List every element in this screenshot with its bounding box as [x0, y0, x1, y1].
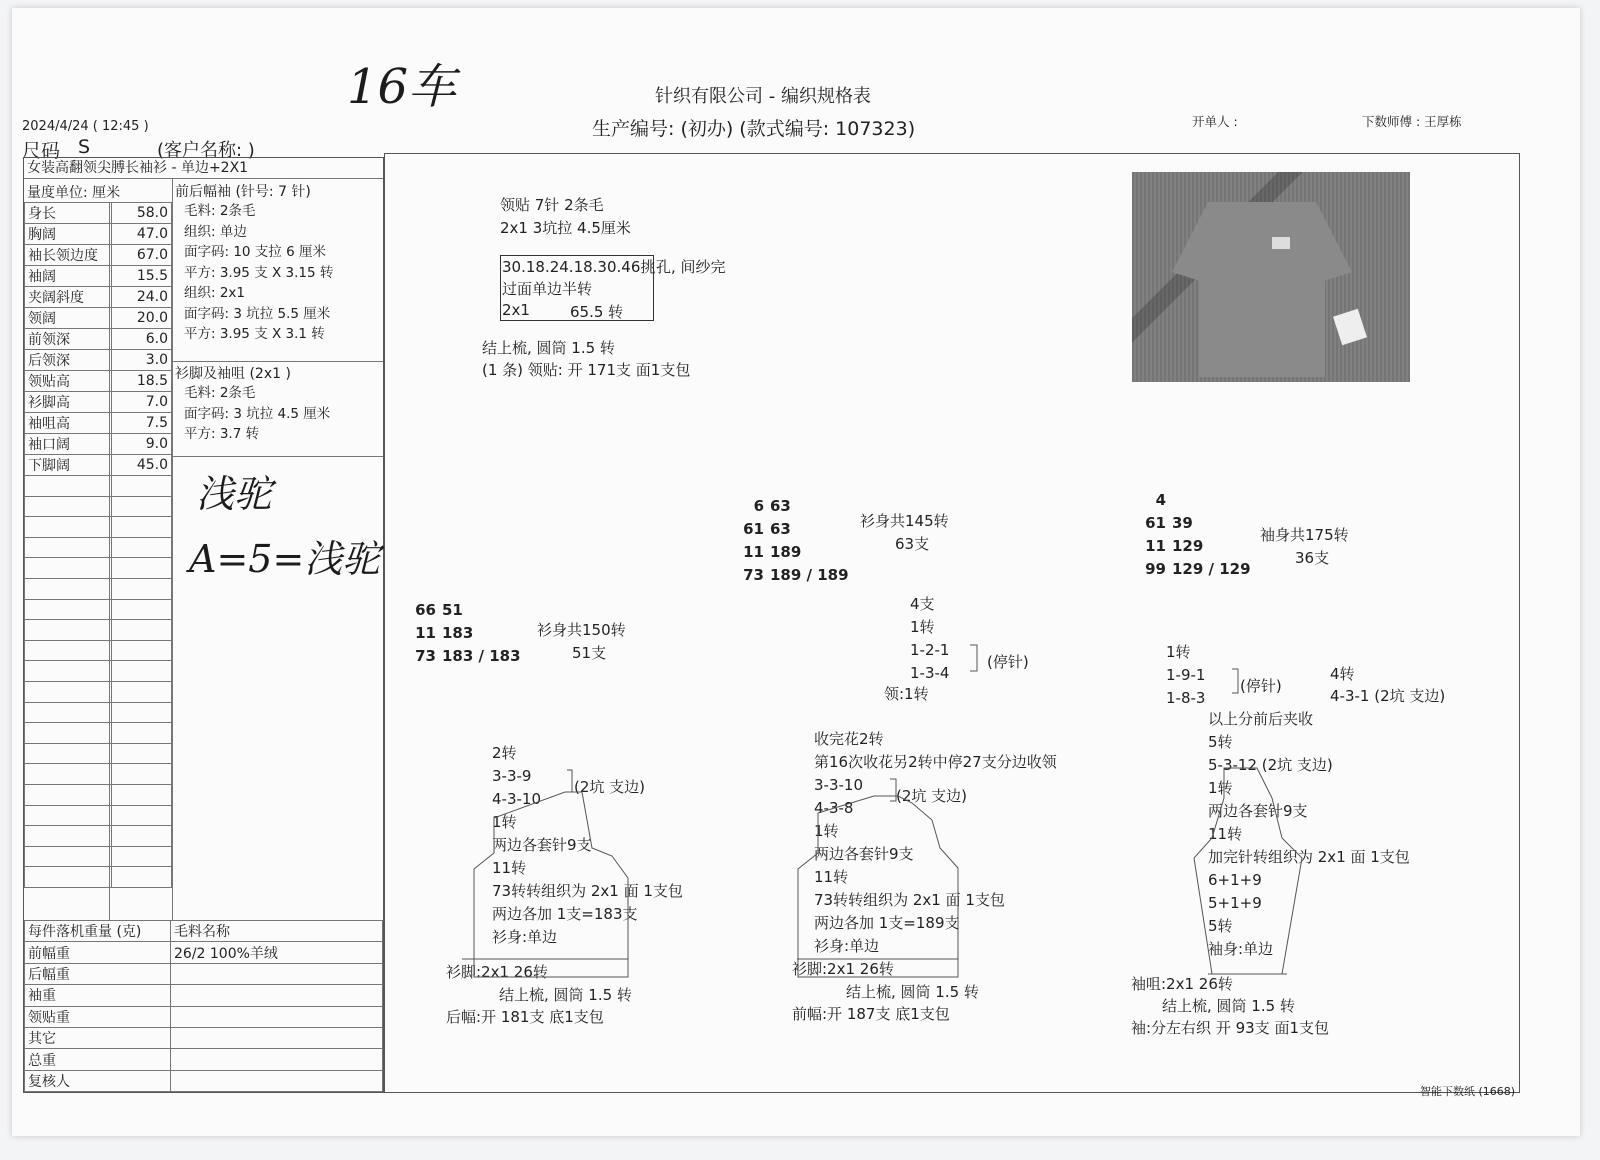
- measurement-row: [25, 350, 172, 371]
- needles-value: 63: [770, 520, 791, 538]
- material-cell: [171, 985, 383, 1006]
- customer-name: (客户名称: ): [157, 140, 255, 161]
- size-value: S: [78, 136, 91, 158]
- sleeve-line: 袖身:单边: [1208, 940, 1274, 958]
- back-line: 1转: [492, 813, 517, 831]
- turns-value: 4: [1155, 491, 1166, 509]
- material-cell: 26/2 100%羊绒: [171, 942, 383, 963]
- front-neck-shaping: [910, 593, 949, 685]
- front-total-needles: 63支: [895, 535, 930, 553]
- material-col-header: 毛料名称: [171, 921, 383, 942]
- measurement-value: 67.0: [112, 245, 172, 266]
- spec-line: 组织: 2x1: [184, 285, 246, 301]
- print-datetime: 2024/4/24 ( 12:45 ): [22, 119, 149, 134]
- blank-row: [25, 702, 172, 723]
- sleeve-line: 1转: [1208, 779, 1233, 797]
- measurement-row: [25, 329, 172, 350]
- blank-cell: [25, 476, 112, 497]
- blank-row: [25, 496, 172, 517]
- material-cell: [171, 1006, 383, 1027]
- spec-line: 毛料: 2条毛: [184, 203, 256, 219]
- blank-cell: [25, 537, 112, 558]
- back-line: 4-3-10: [492, 790, 541, 808]
- neck-line: 1-3-4: [910, 664, 950, 682]
- blank-cell: [25, 599, 112, 620]
- needles-value: 189: [770, 543, 802, 561]
- collar-summary: (1 条) 领贴: 开 171支 面1支包: [482, 361, 691, 379]
- blank-cell: [112, 723, 172, 744]
- weight-label: 其它: [25, 1027, 171, 1048]
- weight-label: 后幅重: [25, 963, 171, 984]
- measurement-label: 前领深: [25, 329, 112, 350]
- blank-row: [25, 784, 172, 805]
- sleeve-summary: 袖:分左右织 开 93支 面1支包: [1131, 1019, 1329, 1037]
- sleeve-number-row: [1134, 558, 1251, 581]
- blank-cell: [25, 620, 112, 641]
- collar-rib: 2x1 3坑拉 4.5厘米: [500, 219, 631, 237]
- blank-row: [25, 764, 172, 785]
- sleeve-line: 6+1+9: [1208, 871, 1262, 889]
- back-number-row: [404, 645, 521, 668]
- front-number-block: [732, 495, 849, 587]
- blank-cell: [25, 517, 112, 538]
- weight-label: 前幅重: [25, 942, 171, 963]
- weight-col-header: 每件落机重量 (克): [25, 921, 171, 942]
- spec-line: 平方: 3.95 支 X 3.1 转: [184, 326, 325, 342]
- measurement-row: [25, 371, 172, 392]
- front-line: 1转: [814, 822, 839, 840]
- blank-row: [25, 558, 172, 579]
- measurement-value: 20.0: [112, 308, 172, 329]
- front-summary: 前幅:开 187支 底1支包: [792, 1005, 950, 1023]
- blank-cell: [25, 496, 112, 517]
- blank-cell: [112, 826, 172, 847]
- blank-row: [25, 867, 172, 888]
- front-line: 3-3-10: [814, 776, 863, 794]
- front-number-row: [732, 541, 849, 564]
- sleeve-number-block: [1134, 489, 1251, 581]
- cap-line: 1转: [1166, 643, 1191, 661]
- weight-label: 袖重: [25, 985, 171, 1006]
- blank-cell: [25, 558, 112, 579]
- front-neck-turns: 领:1转: [884, 685, 929, 703]
- sleeve-line: 两边各套针9支: [1208, 802, 1308, 820]
- measurement-label: 领贴高: [25, 371, 112, 392]
- garment-photo: [1132, 172, 1410, 382]
- weight-row: [25, 942, 383, 963]
- back-total-turns: 衫身共150转: [537, 621, 626, 639]
- needles-value: 63: [770, 497, 791, 515]
- cap-line: 1-9-1: [1166, 666, 1206, 684]
- front-number-row: [732, 495, 849, 518]
- measurement-table: [24, 202, 172, 888]
- blank-cell: [112, 517, 172, 538]
- spec-line: 面字码: 3 坑拉 4.5 厘米: [184, 405, 331, 422]
- back-panel-instructions: [492, 742, 683, 949]
- back-line: 2转: [492, 744, 517, 762]
- back-finish: 结上梳, 圆筒 1.5 转: [499, 986, 632, 1004]
- turns-value: 66: [415, 601, 436, 619]
- turns-value: 11: [743, 543, 764, 561]
- sleeve-cap-shaping: [1166, 641, 1205, 710]
- weight-label: 领贴重: [25, 1006, 171, 1027]
- blank-cell: [112, 743, 172, 764]
- body-spec-lines: [184, 201, 333, 345]
- company-title: 针织有限公司 - 编织规格表: [655, 86, 871, 107]
- blank-cell: [25, 743, 112, 764]
- sleeve-line: 以上分前后夹收: [1208, 710, 1314, 728]
- front-line: 4-3-8: [814, 799, 854, 817]
- measurement-label: 衫脚高: [25, 392, 112, 413]
- sleeve-cuff: 袖咀:2x1 26转: [1131, 975, 1233, 993]
- blank-cell: [112, 805, 172, 826]
- blank-row: [25, 620, 172, 641]
- sleeve-number-row: [1134, 535, 1251, 558]
- sleeve-line: 5-3-12 (2坑 支边): [1208, 756, 1333, 774]
- front-line: 两边各加 1支=189支: [814, 914, 960, 932]
- blank-row: [25, 723, 172, 744]
- blank-cell: [112, 681, 172, 702]
- measurement-label: 胸阔: [25, 224, 112, 245]
- blank-row: [25, 640, 172, 661]
- measurement-row: [25, 413, 172, 434]
- spec-line: 面字码: 3 坑拉 5.5 厘米: [184, 305, 331, 322]
- measurement-label: 身长: [25, 203, 112, 224]
- front-edge-note: (2坑 支边): [896, 787, 968, 805]
- blank-cell: [25, 578, 112, 599]
- blank-cell: [25, 764, 112, 785]
- back-hem: 衫脚:2x1 26转: [446, 963, 548, 981]
- spec-line: 平方: 3.95 支 X 3.15 转: [184, 264, 334, 281]
- measurement-value: 24.0: [112, 287, 172, 308]
- back-summary: 后幅:开 181支 底1支包: [446, 1008, 604, 1026]
- blank-row: [25, 537, 172, 558]
- collar-half-turn: 过面单边半转: [502, 280, 593, 298]
- back-line: 73转转组织为 2x1 面 1支包: [492, 882, 683, 900]
- needles-value: 129: [1172, 537, 1204, 555]
- measurement-row: [25, 224, 172, 245]
- blank-cell: [25, 784, 112, 805]
- measurement-row: [25, 308, 172, 329]
- front-neck-stop: (停针): [987, 653, 1029, 671]
- front-line: 11转: [814, 868, 849, 886]
- turns-value: 11: [1145, 537, 1166, 555]
- turns-value: 61: [743, 520, 764, 538]
- master-label: 下数师傅 : 王厚栋: [1362, 114, 1462, 129]
- measurement-row: [25, 203, 172, 224]
- blank-cell: [25, 681, 112, 702]
- back-number-row: [404, 599, 521, 622]
- back-line: 两边各加 1支=183支: [492, 905, 638, 923]
- sleeve-total-turns: 袖身共175转: [1260, 526, 1349, 544]
- collar-pickup: 30.18.24.18.30.46挑: [502, 258, 656, 276]
- measurement-label: 袖阔: [25, 266, 112, 287]
- measure-unit: 量度单位: 厘米: [27, 185, 121, 201]
- sleeve-line: 5转: [1208, 917, 1233, 935]
- weight-row: [25, 1070, 383, 1091]
- blank-cell: [25, 640, 112, 661]
- blank-cell: [112, 578, 172, 599]
- blank-cell: [25, 846, 112, 867]
- measurement-value: 18.5: [112, 371, 172, 392]
- blank-cell: [112, 702, 172, 723]
- sleeve-number-row: [1134, 512, 1251, 535]
- needles-value: 183 / 183: [442, 647, 521, 665]
- weight-row: [25, 985, 383, 1006]
- blank-cell: [112, 620, 172, 641]
- back-number-row: [404, 622, 521, 645]
- blank-cell: [25, 826, 112, 847]
- front-line: 收完花2转: [814, 730, 884, 748]
- back-edge-note: (2坑 支边): [574, 778, 646, 796]
- back-line: 衫身:单边: [492, 928, 558, 946]
- collar-pickup-tail: 孔, 间纱完: [656, 258, 726, 276]
- sleeve-line: 5+1+9: [1208, 894, 1262, 912]
- blank-row: [25, 599, 172, 620]
- blank-cell: [112, 476, 172, 497]
- front-hem: 衫脚:2x1 26转: [792, 960, 894, 978]
- spec-line: 组织: 单边: [184, 223, 247, 240]
- neck-line: 1转: [910, 618, 935, 636]
- blank-cell: [25, 805, 112, 826]
- measurement-label: 下脚阔: [25, 455, 112, 476]
- turns-value: 73: [743, 566, 764, 584]
- blank-row: [25, 743, 172, 764]
- back-line: 3-3-9: [492, 767, 532, 785]
- turns-value: 73: [415, 647, 436, 665]
- measurement-label: 袖长领边度: [25, 245, 112, 266]
- measurement-label: 领阔: [25, 308, 112, 329]
- turns-value: 99: [1145, 560, 1166, 578]
- blank-row: [25, 476, 172, 497]
- back-number-block: [404, 599, 521, 668]
- measurement-row: [25, 392, 172, 413]
- sleeve-line: 11转: [1208, 825, 1243, 843]
- spec-heading-body: 前后幅袖 (针号: 7 针): [175, 184, 311, 200]
- measurement-row: [25, 434, 172, 455]
- needles-value: 129 / 129: [1172, 560, 1251, 578]
- spec-line: 面字码: 10 支拉 6 厘米: [184, 244, 326, 260]
- front-number-row: [732, 518, 849, 541]
- blank-cell: [112, 784, 172, 805]
- sleeve-line: 5转: [1208, 733, 1233, 751]
- front-line: 第16次收花另2转中停27支分边收领: [814, 753, 1057, 771]
- blank-row: [25, 681, 172, 702]
- weight-row: [25, 1027, 383, 1048]
- blank-cell: [112, 867, 172, 888]
- measurement-value: 3.0: [112, 350, 172, 371]
- collar-title: 领贴 7针 2条毛: [500, 196, 604, 214]
- needles-value: 183: [442, 624, 474, 642]
- rib-spec-lines: [184, 383, 330, 445]
- blank-row: [25, 517, 172, 538]
- measurement-value: 9.0: [112, 434, 172, 455]
- handwritten-color-code: A=5=浅驼: [189, 537, 381, 581]
- collar-turns: 65.5 转: [570, 303, 624, 321]
- material-cell: [171, 1049, 383, 1070]
- spec-line: 毛料: 2条毛: [184, 385, 256, 401]
- collar-finish: 结上梳, 圆筒 1.5 转: [482, 339, 615, 357]
- blank-cell: [25, 723, 112, 744]
- product-name: 女装高翻领尖膊长袖衫 - 单边+2X1: [24, 158, 383, 179]
- weight-row: [25, 1006, 383, 1027]
- measurement-label: 夹阔斜度: [25, 287, 112, 308]
- footer-form-id: 智能下数纸 (1668): [1420, 1085, 1516, 1098]
- neck-line: 1-2-1: [910, 641, 950, 659]
- measurement-label: 袖咀高: [25, 413, 112, 434]
- production-number: 生产编号: (初办) (款式编号: 107323): [592, 118, 916, 140]
- back-line: 11转: [492, 859, 527, 877]
- turns-value: 11: [415, 624, 436, 642]
- turns-value: 61: [1145, 514, 1166, 532]
- blank-row: [25, 578, 172, 599]
- weight-header-row: [25, 921, 383, 942]
- measurement-value: 6.0: [112, 329, 172, 350]
- blank-cell: [25, 702, 112, 723]
- front-total-turns: 衫身共145转: [860, 512, 949, 530]
- sleeve-total-needles: 36支: [1295, 549, 1330, 567]
- measurement-row: [25, 287, 172, 308]
- measurement-value: 45.0: [112, 455, 172, 476]
- left-spec-panel: [23, 157, 384, 1093]
- blank-cell: [112, 764, 172, 785]
- needles-value: 51: [442, 601, 463, 619]
- handwritten-machine-note: 16车: [347, 59, 457, 115]
- blank-cell: [112, 661, 172, 682]
- blank-row: [25, 805, 172, 826]
- measurement-row: [25, 266, 172, 287]
- turns-value: 6: [753, 497, 764, 515]
- sleeve-cap-turns: 4转: [1330, 665, 1355, 683]
- cap-line: 1-8-3: [1166, 689, 1206, 707]
- measurement-value: 47.0: [112, 224, 172, 245]
- measurement-row: [25, 455, 172, 476]
- blank-cell: [112, 537, 172, 558]
- spec-heading-rib: 衫脚及袖咀 (2x1 ): [175, 366, 291, 382]
- blank-cell: [112, 558, 172, 579]
- needles-value: 39: [1172, 514, 1193, 532]
- measurement-row: [25, 245, 172, 266]
- weight-label: 总重: [25, 1049, 171, 1070]
- neck-line: 4支: [910, 595, 935, 613]
- measurement-value: 7.0: [112, 392, 172, 413]
- material-cell: [171, 1070, 383, 1091]
- weight-label: 复核人: [25, 1070, 171, 1091]
- measurement-value: 7.5: [112, 413, 172, 434]
- blank-row: [25, 846, 172, 867]
- collar-rib-label: 2x1: [502, 301, 530, 319]
- blank-cell: [112, 846, 172, 867]
- weight-row: [25, 1049, 383, 1070]
- blank-row: [25, 661, 172, 682]
- sleeve-number-row: [1134, 489, 1251, 512]
- sleeve-instructions: [1208, 708, 1410, 961]
- issuer-label: 开单人 :: [1192, 114, 1238, 129]
- weight-row: [25, 963, 383, 984]
- material-cell: [171, 963, 383, 984]
- front-number-row: [732, 564, 849, 587]
- front-line: 两边各套针9支: [814, 845, 914, 863]
- sleeve-line: 加完针转组织为 2x1 面 1支包: [1208, 848, 1410, 866]
- front-finish: 结上梳, 圆筒 1.5 转: [846, 983, 979, 1001]
- sleeve-cap-decrease: 4-3-1 (2坑 支边): [1330, 687, 1446, 705]
- blank-row: [25, 826, 172, 847]
- blank-cell: [112, 640, 172, 661]
- measurement-label: 后领深: [25, 350, 112, 371]
- blank-cell: [25, 661, 112, 682]
- front-line: 73转转组织为 2x1 面 1支包: [814, 891, 1005, 909]
- needles-value: 189 / 189: [770, 566, 849, 584]
- measurement-value: 15.5: [112, 266, 172, 287]
- back-line: 两边各套针9支: [492, 836, 592, 854]
- back-total-needles: 51支: [572, 644, 607, 662]
- blank-cell: [112, 496, 172, 517]
- material-cell: [171, 1027, 383, 1048]
- size-label: 尺码: [22, 140, 61, 162]
- front-panel-instructions: [814, 728, 1057, 958]
- measurement-label: 袖口阔: [25, 434, 112, 455]
- measurement-value: 58.0: [112, 203, 172, 224]
- handwritten-color-note: 浅驼: [196, 472, 273, 516]
- blank-cell: [112, 599, 172, 620]
- sleeve-cap-stop: (停针): [1240, 677, 1282, 695]
- front-line: 衫身:单边: [814, 937, 880, 955]
- blank-cell: [25, 867, 112, 888]
- spec-line: 平方: 3.7 转: [184, 426, 260, 442]
- spec-sheet: [12, 8, 1580, 1136]
- sleeve-finish: 结上梳, 圆筒 1.5 转: [1162, 997, 1295, 1015]
- weight-table: [24, 920, 383, 1092]
